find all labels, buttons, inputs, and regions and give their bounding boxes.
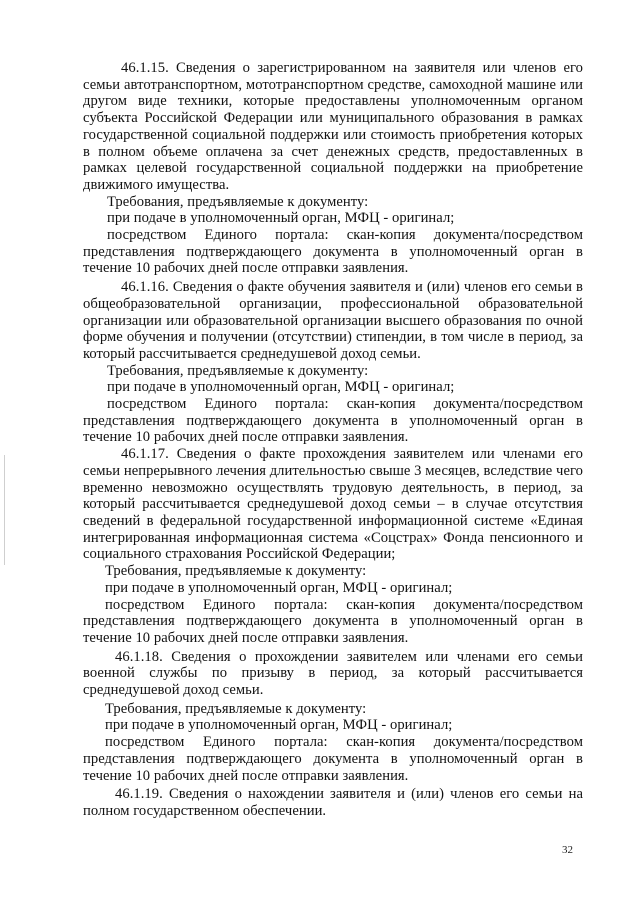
requirement-portal: посредством Единого портала: скан-копия документа/посредством представления подтверждающего документа в уполномоченный орган в течение 10 рабочих дней после отправки заявления. [83,734,583,784]
paragraph-46-1-15: 46.1.15. Сведения о зарегистрированном на заявителя или членов его семьи автотранспортном, мототранспортном средстве, самоходной машине или другом виде техники, которые предоставлены уполномоченным органом субъекта Российской Федерации или муниципального образования в рамках государственной социальной поддержки или стоимость приобретения которых в полном объеме оплачена за счет денежных средств, предоставленных в рамках целевой государственной социальной поддержки на приобретение движимого имущества. [83,60,583,193]
requirements-heading: Требования, предъявляемые к документу: [105,563,367,580]
paragraph-46-1-18: 46.1.18. Сведения о прохождении заявителем или членами его семьи военной службы по призыву в период, за который рассчитывается среднедушевой доход семьи. [83,648,583,699]
requirement-original: при подаче в уполномоченный орган, МФЦ - оригинал; [105,717,453,734]
paragraph-46-1-16: 46.1.16. Сведения о факте обучения заявителя и (или) членов его семьи в общеобразовательной организации, профессиональной образовательной организации или образовательной организации высшего образования по очной форме обучения и получении (отсутствии) стипендии, в том числе в период, за который рассчитывается среднедушевой доход семьи. [83,279,583,362]
paragraph-46-1-17: 46.1.17. Сведения о факте прохождения заявителем или членами его семьи непрерывного лечения длительностью свыше 3 месяцев, вследствие чего временно невозможно осуществлять трудовую деятельность, в период, за который рассчитывается среднедушевой доход семьи – в случае отсутствия сведений в федеральной государственной информационной системе «Единая интегрированная информационная система «Соцстрах» Фонда пенсионного и социального страхования Российской Федерации; [83,446,583,563]
requirements-heading: Требования, предъявляемые к документу: [107,193,369,210]
requirement-original: при подаче в уполномоченный орган, МФЦ - оригинал; [107,210,455,227]
scan-edge-mark [4,455,5,565]
requirement-original: при подаче в уполномоченный орган, МФЦ - оригинал; [107,379,455,396]
requirements-heading: Требования, предъявляемые к документу: [107,362,369,379]
paragraph-46-1-19: 46.1.19. Сведения о нахождении заявителя и (или) членов его семьи на полном государственном обеспечении. [83,786,583,819]
requirement-original: при подаче в уполномоченный орган, МФЦ - оригинал; [105,579,453,596]
requirement-portal: посредством Единого портала: скан-копия документа/посредством представления подтверждающего документа в уполномоченный орган в течение 10 рабочих дней после отправки заявления. [83,396,583,446]
page-number: 32 [562,844,573,856]
requirements-heading: Требования, предъявляемые к документу: [105,700,367,717]
document-body [83,60,583,820]
requirement-portal: посредством Единого портала: скан-копия документа/посредством представления подтверждающего документа в уполномоченный орган в течение 10 рабочих дней после отправки заявления. [83,596,583,646]
requirement-portal: посредством Единого портала: скан-копия документа/посредством представления подтверждающего документа в уполномоченный орган в течение 10 рабочих дней после отправки заявления. [83,227,583,277]
